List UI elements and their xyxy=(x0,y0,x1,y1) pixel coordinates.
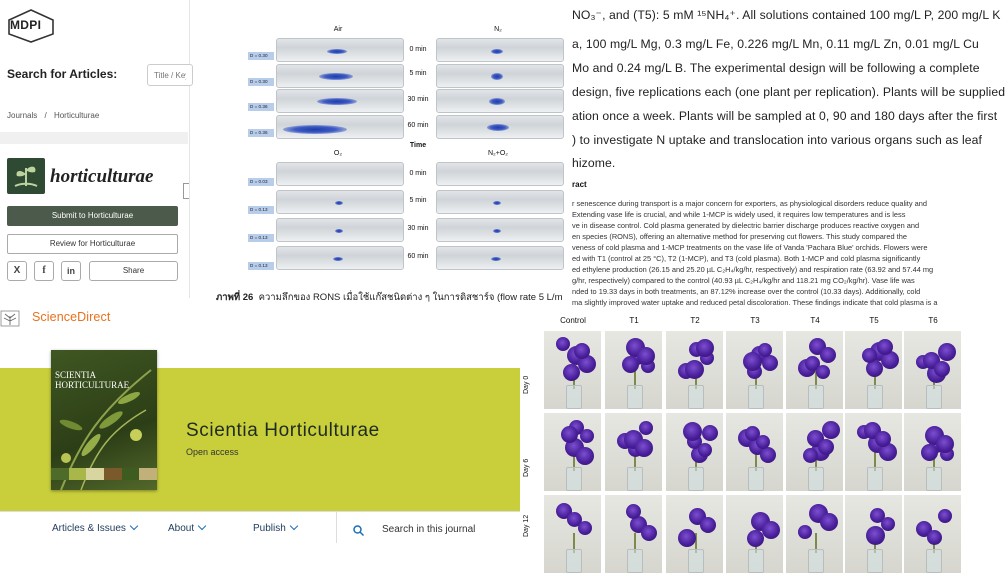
time-label: 30 min xyxy=(407,225,429,232)
abstract-line: Extending vase life is crucial, and while 1-MCP is widely used, it requires low temperatures and is less xyxy=(572,210,906,219)
abstract-line: ma slightly improved water uptake and reduced petal discoloration. These findings indicate that cold plasma is a xyxy=(572,298,938,307)
orchid-flower xyxy=(921,444,938,461)
orchid-flower xyxy=(798,525,812,539)
row-label: Day 0 xyxy=(523,375,530,394)
figure-caption xyxy=(216,290,563,305)
figure-caption-text: ความลึกของ RONS เมื่อใช้แก๊สชนิดต่าง ๆ ในการดิสชาร์จ (flow rate 5 L/m xyxy=(258,292,563,303)
paper-line: a, 100 mg/L Mg, 0.3 mg/L Fe, 0.226 mg/L Mn, 0.11 mg/L Zn, 0.01 mg/L Cu xyxy=(572,37,979,51)
time-label: 5 min xyxy=(409,70,427,77)
orchid-flower xyxy=(866,526,885,545)
nav-label: Articles & Issues xyxy=(52,523,126,534)
breadcrumb-separator: / xyxy=(44,111,47,120)
search-label: Search for Articles: xyxy=(7,67,118,81)
abstract-line: ed ethylene production (26.15 and 25.20 µL C₂H₄/kg/hr, respectively) and respiration rate (63.92 and 57.44 mg xyxy=(572,265,934,274)
orchid-photo xyxy=(665,412,724,492)
group-label-n2o2: N₂+O₂ xyxy=(487,150,509,157)
submit-button[interactable]: Submit to Horticulturae xyxy=(7,206,178,226)
cover-strip xyxy=(51,468,157,480)
depth-label: D = 0.13 xyxy=(248,262,274,270)
orchid-flower xyxy=(927,530,942,545)
nav-label: About xyxy=(168,523,195,534)
open-access-label: Open access xyxy=(186,447,239,457)
breadcrumb xyxy=(7,111,104,120)
orchid-photo xyxy=(604,412,663,492)
orchid-photo xyxy=(604,494,663,574)
vase xyxy=(688,467,704,491)
orchid-flower xyxy=(637,347,655,365)
dye-spot xyxy=(487,124,509,131)
paper-line: Mo and 0.24 mg/L B. The experimental design will be following a complete xyxy=(572,61,980,75)
vase xyxy=(688,549,704,573)
orchid-flower xyxy=(702,425,718,441)
dye-spot xyxy=(489,98,505,105)
time-label: 0 min xyxy=(409,170,427,177)
chevron-down-icon xyxy=(130,522,138,530)
dye-spot xyxy=(319,73,353,80)
orchid-flower xyxy=(862,348,877,363)
time-label: 5 min xyxy=(409,197,427,204)
journal-cover xyxy=(51,350,157,490)
depth-label: D = 0.30 xyxy=(248,52,274,60)
orchid-photo xyxy=(665,494,724,574)
linkedin-share-icon[interactable]: in xyxy=(61,261,81,281)
n2-tube xyxy=(436,115,564,139)
depth-label: D = 0.13 xyxy=(248,234,274,242)
dye-spot xyxy=(317,98,357,105)
n2-tube xyxy=(436,64,564,88)
air-tube xyxy=(276,89,404,113)
paper-line: NO₃⁻, and (T5): 5 mM ¹⁵NH₄⁺. All solutions contained 100 mg/L P, 200 mg/L K xyxy=(572,8,1001,22)
orchid-photo xyxy=(903,412,962,492)
column-label: T6 xyxy=(928,316,938,325)
orchid-flower xyxy=(934,361,950,377)
orchid-flower xyxy=(635,439,653,457)
orchid-flower xyxy=(563,364,580,381)
orchid-photo xyxy=(844,330,903,410)
dye-spot xyxy=(493,229,501,233)
orchid-photo xyxy=(785,412,844,492)
abstract-line: ve in disease control. Cold plasma generated by dielectric barrier discharge produces reactive oxygen and xyxy=(572,221,920,230)
nav-label: Publish xyxy=(253,523,286,534)
paper-text-panel xyxy=(560,0,1005,312)
orchid-flower xyxy=(622,356,639,373)
orchid-flower xyxy=(641,525,657,541)
mdpi-panel xyxy=(0,0,190,298)
dye-spot xyxy=(283,125,347,134)
n2o2-tube xyxy=(436,162,564,186)
o2-tube xyxy=(276,162,404,186)
vase xyxy=(627,549,643,573)
time-label: 0 min xyxy=(409,46,427,53)
breadcrumb-journals[interactable]: Journals xyxy=(7,111,38,120)
row-label: Day 6 xyxy=(523,458,530,477)
vase xyxy=(627,385,643,409)
mdpi-logo-text: MDPI xyxy=(10,18,42,32)
column-label: T3 xyxy=(750,316,760,325)
orchid-photo xyxy=(725,412,784,492)
orchid-flower xyxy=(696,339,714,357)
dye-spot xyxy=(491,73,503,80)
column-label: T5 xyxy=(869,316,879,325)
orchid-flower xyxy=(626,504,641,519)
panel-edge xyxy=(183,183,189,199)
abstract-line: veness of cold plasma and 1-MCP treatments on the vase life of Vanda 'Pachara Blue' orchids. Flowers were xyxy=(572,243,928,252)
orchid-photo xyxy=(543,412,602,492)
orchid-photo-grid xyxy=(521,312,960,543)
orchid-flower xyxy=(938,509,952,523)
dye-spot xyxy=(491,49,503,54)
review-button[interactable]: Review for Horticulturae xyxy=(7,234,178,254)
orchid-flower xyxy=(561,426,578,443)
orchid-flower xyxy=(762,355,778,371)
vase xyxy=(867,385,883,409)
nav-publish[interactable] xyxy=(253,523,297,534)
vase xyxy=(926,385,942,409)
orchid-flower xyxy=(820,513,838,531)
orchid-flower xyxy=(578,521,592,535)
column-label: T4 xyxy=(810,316,820,325)
orchid-flower xyxy=(685,360,704,379)
orchid-photo xyxy=(844,412,903,492)
dye-spot xyxy=(335,201,343,205)
dye-spot xyxy=(333,257,343,261)
air-tube xyxy=(276,38,404,62)
vase xyxy=(808,385,824,409)
sciencedirect-logo[interactable]: ScienceDirect xyxy=(32,310,111,324)
abstract-heading: ract xyxy=(572,180,587,189)
vase xyxy=(566,549,582,573)
paper-line: ) to investigate N uptake and translocation into various organs such as leaf xyxy=(572,133,983,147)
vase xyxy=(808,549,824,573)
plasma-figure xyxy=(190,22,570,312)
vase xyxy=(748,549,764,573)
vase xyxy=(926,549,942,573)
journal-name[interactable]: Scientia Horticulturae xyxy=(186,420,380,441)
paper-line: hizome. xyxy=(572,156,616,170)
vase xyxy=(627,467,643,491)
orchid-photo xyxy=(604,330,663,410)
air-tube xyxy=(276,64,404,88)
orchid-photo xyxy=(785,494,844,574)
n2-tube xyxy=(436,89,564,113)
journal-title: horticulturae xyxy=(50,166,154,187)
orchid-flower xyxy=(875,431,891,447)
n2o2-tube xyxy=(436,190,564,214)
vase xyxy=(748,467,764,491)
cover-title: SCIENTIA HORTICULTURAE xyxy=(55,370,130,390)
orchid-flower xyxy=(938,343,956,361)
paper-line: ation once a week. Plants will be sampled at 0, 90 and 180 days after the first xyxy=(572,109,998,123)
facebook-share-icon[interactable]: f xyxy=(34,261,54,281)
nav-about[interactable] xyxy=(168,523,205,534)
depth-label: D = 0.36 xyxy=(248,103,274,111)
time-label: 60 min xyxy=(407,122,429,129)
vase xyxy=(867,549,883,573)
orchid-flower xyxy=(683,422,702,441)
time-label: 30 min xyxy=(407,96,429,103)
vase xyxy=(748,385,764,409)
column-label: Control xyxy=(560,316,586,325)
orchid-flower xyxy=(877,339,893,355)
orchid-flower xyxy=(803,448,818,463)
abstract-line: nded to 19.33 days in both treatments, an 87.12% increase over the control (10.33 days). Additionally, cold xyxy=(572,287,921,296)
time-heading: Time xyxy=(409,142,427,149)
depth-label: D = 0.03 xyxy=(248,178,274,186)
group-label-air: Air xyxy=(333,26,343,33)
chevron-down-icon xyxy=(198,522,206,530)
vase xyxy=(566,467,582,491)
dye-spot xyxy=(335,229,343,233)
orchid-flower xyxy=(820,347,836,363)
row-label: Day 12 xyxy=(523,514,530,537)
orchid-photo xyxy=(665,330,724,410)
orchid-photo xyxy=(725,494,784,574)
orchid-photo xyxy=(844,494,903,574)
orchid-photo xyxy=(543,494,602,574)
n2o2-tube xyxy=(436,246,564,270)
orchid-flower xyxy=(700,517,716,533)
depth-label: D = 0.30 xyxy=(248,78,274,86)
orchid-flower xyxy=(756,435,770,449)
depth-label: D = 0.36 xyxy=(248,129,274,137)
group-label-n2: N₂ xyxy=(494,26,502,33)
o2-tube xyxy=(276,218,404,242)
orchid-flower xyxy=(743,352,762,371)
orchid-flower xyxy=(818,439,834,455)
vase xyxy=(867,467,883,491)
abstract-line: g/hr, respectively) compared to the control (40.93 µL C₂H₄/kg/hr and 118.21 mg CO₂/kg/hr). Vase life was xyxy=(572,276,915,285)
dye-spot xyxy=(327,49,347,54)
orchid-flower xyxy=(576,447,594,465)
orchid-flower xyxy=(936,435,954,453)
vase xyxy=(808,467,824,491)
orchid-flower xyxy=(747,530,764,547)
dye-spot xyxy=(491,257,501,261)
x-share-icon[interactable]: X xyxy=(7,261,27,281)
abstract-line: ed with T1 (control at 25 °C), T2 (1-MCP), and T3 (cold plasma). Both 1-MCP and cold plasma significantly xyxy=(572,254,921,263)
figure-number: ภาพที่ 26 xyxy=(216,292,254,303)
section-divider xyxy=(0,132,188,144)
column-label: T1 xyxy=(629,316,639,325)
o2-tube xyxy=(276,246,404,270)
paper-line: design, five replications each (one plant per replication). Plants will be supplied xyxy=(572,85,1005,99)
orchid-flower xyxy=(574,343,590,359)
orchid-flower xyxy=(678,529,696,547)
orchid-photo xyxy=(903,330,962,410)
n2-tube xyxy=(436,38,564,62)
dye-spot xyxy=(493,201,501,205)
n2o2-tube xyxy=(436,218,564,242)
nav-divider xyxy=(336,511,337,543)
search-icon[interactable] xyxy=(353,525,364,536)
group-label-o2: O₂ xyxy=(333,150,343,157)
breadcrumb-horticulturae[interactable]: Horticulturae xyxy=(53,111,100,120)
vase xyxy=(566,385,582,409)
orchid-flower xyxy=(822,421,840,439)
search-input[interactable] xyxy=(147,64,193,86)
orchid-flower xyxy=(698,443,712,457)
depth-label: D = 0.13 xyxy=(248,206,274,214)
orchid-flower xyxy=(816,365,830,379)
o2-tube xyxy=(276,190,404,214)
nav-articles-issues[interactable] xyxy=(52,523,137,534)
share-button[interactable]: Share xyxy=(89,261,178,281)
orchid-flower xyxy=(762,521,780,539)
journal-search-input[interactable]: Search in this journal xyxy=(382,524,476,535)
orchid-photo xyxy=(725,330,784,410)
air-tube xyxy=(276,115,404,139)
orchid-flower xyxy=(760,447,776,463)
abstract-line: r senescence during transport is a major concern for exporters, as physiological disorders reduce quality and xyxy=(572,199,927,208)
orchid-photo xyxy=(543,330,602,410)
orchid-photo xyxy=(903,494,962,574)
chevron-down-icon xyxy=(290,522,298,530)
column-label: T2 xyxy=(690,316,700,325)
abstract-line: en species (RONS), offering an alternative method for preserving cut flowers. This study compared the xyxy=(572,232,907,241)
orchid-photo xyxy=(785,330,844,410)
vase xyxy=(926,467,942,491)
elsevier-tree-icon xyxy=(0,309,20,327)
time-label: 60 min xyxy=(407,253,429,260)
vase xyxy=(688,385,704,409)
horticulturae-logo-icon xyxy=(7,158,45,194)
